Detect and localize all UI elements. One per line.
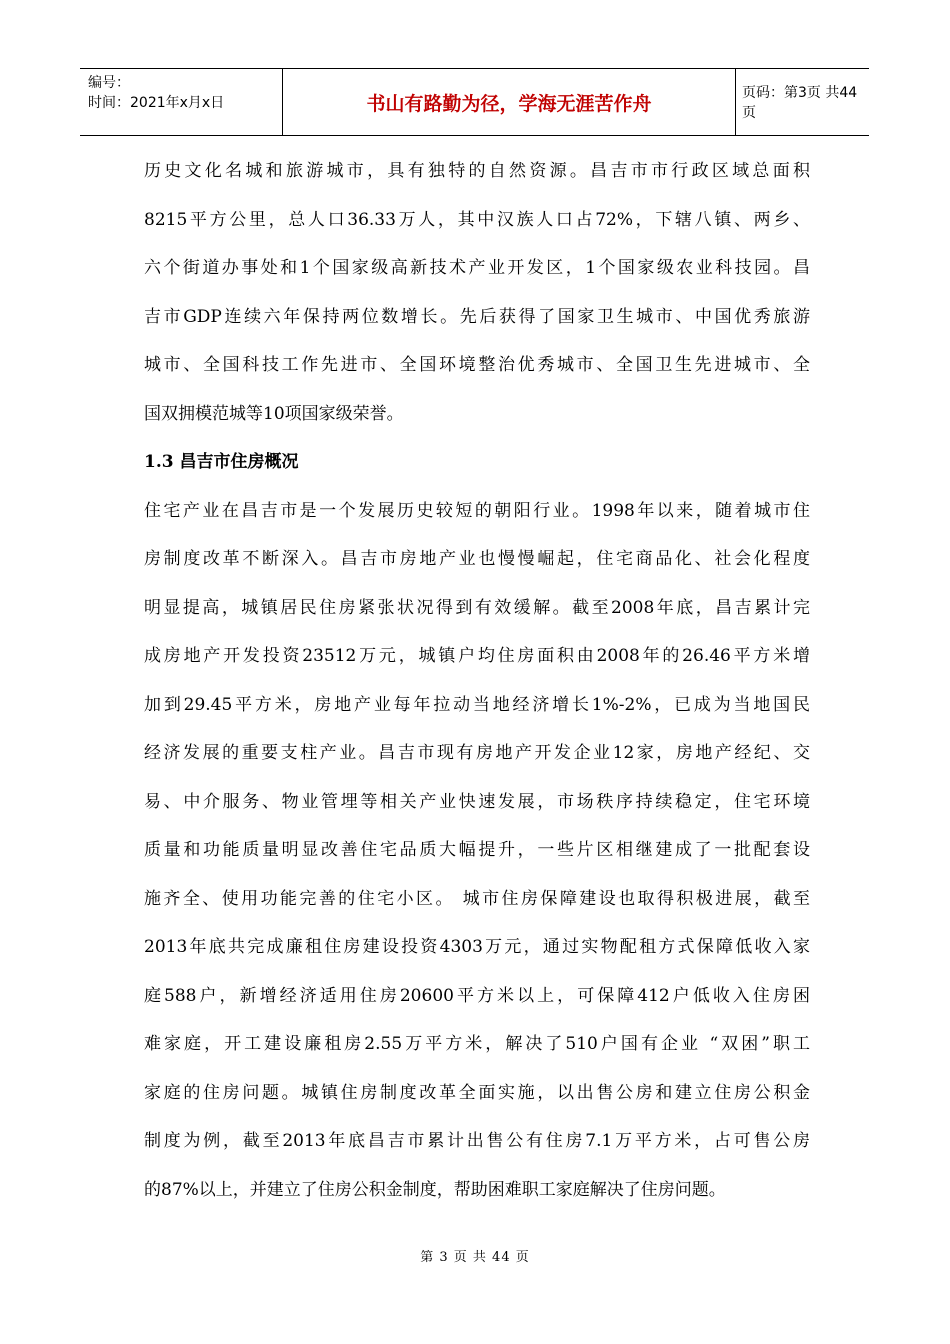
body-text-line: 家庭的住房问题。城镇住房制度改革全面实施，以出售公房和建立住房公积金 bbox=[144, 1082, 810, 1103]
header-page-number: 页码：第3页 共44页 bbox=[742, 85, 858, 121]
body-text-line: 庭588户，新增经济适用住房20600平方米以上，可保障412户低收入住房困 bbox=[144, 985, 810, 1006]
header-meta bbox=[80, 69, 282, 135]
document-body bbox=[144, 150, 810, 1217]
body-text-line: 的87%以上，并建立了住房公积金制度，帮助困难职工家庭解决了住房问题。 bbox=[144, 1179, 726, 1200]
body-text-line: 施齐全、使用功能完善的住宅小区。 城市住房保障建设也取得积极进展，截至 bbox=[144, 888, 810, 909]
body-text-line: 易、中介服务、物业管埋等相关产业快速发展，市场秩序持续稳定，住宅环境 bbox=[144, 791, 810, 812]
document-date-label: 时间：2021年x月x日 bbox=[88, 95, 225, 111]
body-text-line: 经济发展的重要支柱产业。昌吉市现有房地产开发企业12家，房地产经纪、交 bbox=[144, 743, 810, 763]
page-footer: 第 3 页 共 44 页 bbox=[420, 1250, 530, 1265]
body-text-line: 明显提高，城镇居民住房紧张状况得到有效缓解。截至2008年底，昌吉累计完 bbox=[144, 597, 810, 618]
page-header bbox=[80, 68, 869, 136]
body-text-line: 成房地产开发投资23512万元，城镇户均住房面积由2008年的26.46平方米增 bbox=[144, 646, 810, 666]
body-text-line: 历史文化名城和旅游城市，具有独特的自然资源。昌吉市市行政区域总面积 bbox=[144, 161, 810, 181]
body-text-line: 城市、全国科技工作先进市、全国环境整治优秀城市、全国卫生先进城市、全 bbox=[144, 355, 810, 375]
body-text-line: 制度为例，截至2013年底昌吉市累计出售公有住房7.1万平方米，占可售公房 bbox=[144, 1131, 810, 1151]
body-text-line: 六个街道办事处和1个国家级高新技术产业开发区，1个国家级农业科技园。昌 bbox=[144, 258, 810, 278]
body-text-line: 加到29.45平方米，房地产业每年拉动当地经济增长1%-2%，已成为当地国民 bbox=[144, 694, 810, 715]
body-text-line: 质量和功能质量明显改善住宅品质大幅提升，一些片区相继建成了一批配套设 bbox=[144, 840, 810, 860]
body-text-line: 住宅产业在昌吉市是一个发展历史较短的朝阳行业。1998年以来，随着城市住 bbox=[144, 500, 810, 521]
body-text-line: 房制度改革不断深入。昌吉市房地产业也慢慢崛起，住宅商品化、社会化程度 bbox=[144, 549, 810, 569]
body-text-line: 吉市GDP连续六年保持两位数增长。先后获得了国家卫生城市、中国优秀旅游 bbox=[144, 306, 810, 327]
header-motto: 书山有路勤为径，学海无涯苦作舟 bbox=[282, 69, 736, 135]
document-number-label: 编号： bbox=[88, 75, 130, 91]
body-text-line: 8215平方公里，总人口36.33万人，其中汉族人口占72%，下辖八镇、两乡、 bbox=[144, 209, 810, 230]
body-text-line: 难家庭，开工建设廉租房2.55万平方米，解决了510户国有企业 “双困”职工 bbox=[144, 1034, 810, 1054]
section-heading: 1.3 昌吉市住房概况 bbox=[144, 452, 299, 472]
body-text-line: 国双拥模范城等10项国家级荣誉。 bbox=[144, 403, 404, 424]
body-text-line: 2013年底共完成廉租住房建设投资4303万元，通过实物配租方式保障低收入家 bbox=[144, 937, 810, 957]
